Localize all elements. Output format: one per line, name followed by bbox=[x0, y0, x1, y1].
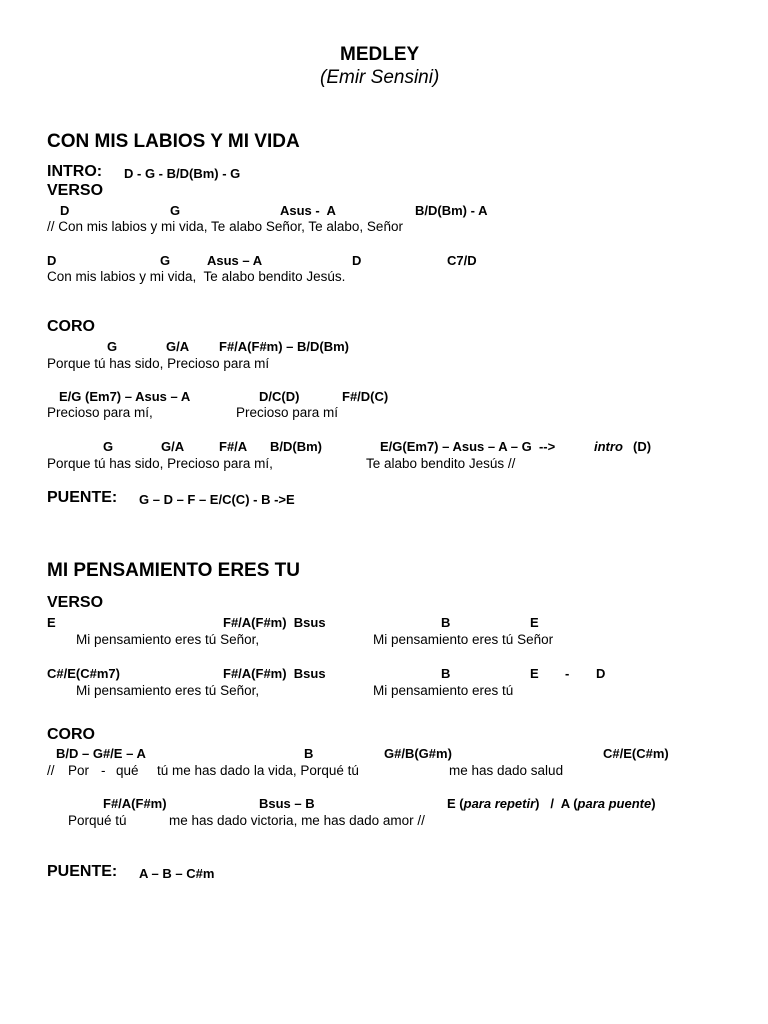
chord: F#/A(F#m) Bsus bbox=[223, 666, 326, 681]
chord: G bbox=[160, 253, 171, 268]
chord: Bsus – B bbox=[259, 796, 315, 811]
chord: E bbox=[530, 666, 539, 681]
lyric-line: Te alabo bendito Jesús // bbox=[366, 456, 516, 471]
lyric-line: Mi pensamiento eres tú Señor, bbox=[76, 683, 260, 698]
chord: G bbox=[170, 203, 181, 218]
chord: D bbox=[60, 203, 70, 218]
lyric-line: // Con mis labios y mi vida, Te alabo Señor, Te alabo, Señor bbox=[47, 219, 403, 234]
chord: E/G (Em7) – Asus – A bbox=[59, 389, 191, 404]
lyric-text: // bbox=[47, 763, 55, 778]
song2-puente-chords: A – B – C#m bbox=[139, 866, 215, 881]
lyric-text: qué bbox=[116, 763, 139, 778]
chord: E bbox=[530, 615, 539, 630]
chord: - bbox=[565, 666, 570, 681]
chord: E ( bbox=[447, 796, 464, 811]
document-title: MEDLEY bbox=[340, 44, 420, 65]
document-subtitle: (Emir Sensini) bbox=[320, 67, 440, 88]
lyric-line: Mi pensamiento eres tú bbox=[373, 683, 514, 698]
chord: G/A bbox=[166, 339, 190, 354]
chord: D bbox=[596, 666, 606, 681]
song1-intro-chords: D - G - B/D(Bm) - G bbox=[124, 166, 241, 181]
lyric-line: Precioso para mí bbox=[236, 405, 339, 420]
song1-puente-chords: G – D – F – E/C(C) - B ->E bbox=[139, 492, 295, 507]
song2-coro-label: CORO bbox=[47, 726, 95, 743]
chord: E/G(Em7) – Asus – A – G --> bbox=[380, 439, 556, 454]
chord: B bbox=[441, 615, 451, 630]
lyric-text: Por bbox=[68, 763, 90, 778]
song1-puente-label: PUENTE: bbox=[47, 489, 118, 506]
chord: F#/D(C) bbox=[342, 389, 389, 404]
chord: D/C(D) bbox=[259, 389, 300, 404]
chord: B bbox=[441, 666, 451, 681]
song1-coro-label: CORO bbox=[47, 318, 95, 335]
chord: E bbox=[47, 615, 56, 630]
bridge-note: para puente bbox=[577, 796, 652, 811]
chord: G/A bbox=[161, 439, 185, 454]
song2-puente-label: PUENTE: bbox=[47, 863, 118, 880]
song1-intro-label: INTRO: bbox=[47, 163, 103, 180]
lyric-line: me has dado victoria, me has dado amor // bbox=[169, 813, 425, 828]
chord: F#/A(F#m) – B/D(Bm) bbox=[219, 339, 350, 354]
song1-title: CON MIS LABIOS Y MI VIDA bbox=[47, 131, 300, 152]
chord: D bbox=[352, 253, 362, 268]
lyric-text: me has dado salud bbox=[449, 763, 564, 778]
chord: G bbox=[107, 339, 118, 354]
lyric-line: Precioso para mí, bbox=[47, 405, 153, 420]
chord-repeat-note bbox=[447, 796, 656, 811]
chord: G#/B(G#m) bbox=[384, 746, 452, 761]
chord: C#/E(C#m) bbox=[603, 746, 669, 761]
chord: G bbox=[103, 439, 114, 454]
song2-verso-label: VERSO bbox=[47, 594, 104, 611]
chord: F#/A(F#m) Bsus bbox=[223, 615, 326, 630]
chord: F#/A bbox=[219, 439, 248, 454]
chord: C7/D bbox=[447, 253, 477, 268]
lyric-text: - bbox=[101, 763, 106, 778]
chord: C#/E(C#m7) bbox=[47, 666, 120, 681]
lyric-line: Porque tú has sido, Precioso para mí bbox=[47, 356, 270, 371]
song1-verso-label: VERSO bbox=[47, 182, 104, 199]
chord: Asus - A bbox=[280, 203, 336, 218]
lyric-text: tú me has dado la vida, Porqué tú bbox=[157, 763, 359, 778]
lyric-line: Porqué tú bbox=[68, 813, 127, 828]
lyric-line: Con mis labios y mi vida, Te alabo bendito Jesús. bbox=[47, 269, 346, 284]
chord: D bbox=[47, 253, 57, 268]
intro-note: intro bbox=[594, 439, 623, 454]
lyric-line: Porque tú has sido, Precioso para mí, bbox=[47, 456, 273, 471]
chord: B bbox=[304, 746, 314, 761]
chord: B/D – G#/E – A bbox=[56, 746, 146, 761]
chord: B/D(Bm) - A bbox=[415, 203, 488, 218]
repeat-note: para repetir bbox=[463, 796, 536, 811]
chord: Asus – A bbox=[207, 253, 263, 268]
chord: ) bbox=[651, 796, 656, 811]
chord: B/D(Bm) bbox=[270, 439, 322, 454]
chord: ) / A ( bbox=[535, 796, 578, 811]
lyric-line: Mi pensamiento eres tú Señor bbox=[373, 632, 554, 647]
chord: F#/A(F#m) bbox=[103, 796, 167, 811]
song2-title: MI PENSAMIENTO ERES TU bbox=[47, 560, 301, 581]
lyric-line: Mi pensamiento eres tú Señor, bbox=[76, 632, 260, 647]
chord: (D) bbox=[633, 439, 652, 454]
